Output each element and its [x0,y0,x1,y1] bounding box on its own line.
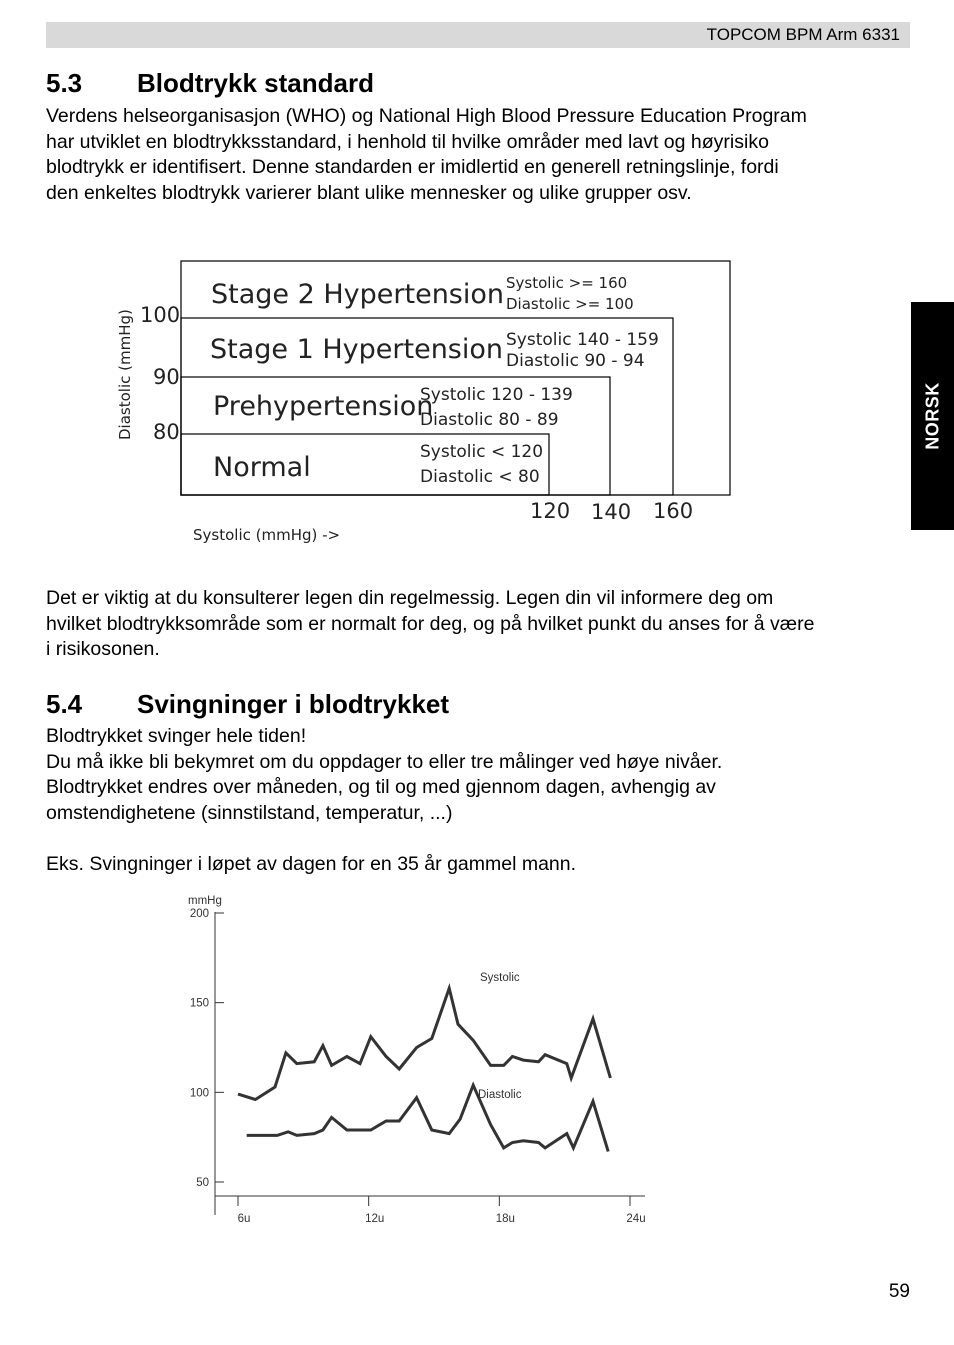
y-tick-90: 90 [153,365,180,389]
prehypertension-box [181,377,610,495]
y-tick-100: 100 [140,303,181,327]
x-tick-label: 18u [495,1213,515,1225]
intro-line: blodtrykk er identifisert. Denne standarden er imidlertid en generell retningslinje, fordi [46,156,779,178]
prehypertension-label: Prehypertension [213,391,434,422]
stage1-systolic: Systolic 140 - 159 [506,330,659,350]
section-title: Svingninger i blodtrykket [137,689,450,719]
section-5-3-after [46,586,916,663]
intro-line: har utviklet en blodtrykksstandard, i henhold til hvilke områder med lavt og høyrisiko [46,130,769,153]
after-line: i risikosonen. [46,638,160,660]
normal-systolic: Systolic < 120 [420,442,544,462]
stage1-box [181,318,673,495]
x-tick-label: 12u [365,1213,385,1225]
after-line: hvilket blodtrykksområde som er normalt for deg, og på hvilket punkt du anses for å være [46,612,815,635]
x-tick-label: 6u [237,1213,251,1225]
systolic-annotation: Systolic [480,972,520,984]
y-tick-label: 50 [196,1177,209,1189]
section-5-4-example [46,852,916,878]
y-axis-label: Diastolic (mmHg) [116,309,134,440]
y-axis-unit: mmHg [188,895,222,907]
stage2-diastolic: Diastolic >= 100 [506,295,634,313]
body-line: omstendighetene (sinnstilstand, temperatur, ...) [46,801,453,824]
header-bar [46,22,910,48]
normal-label: Normal [213,452,311,483]
section-title: Blodtrykk standard [137,68,374,98]
prehypertension-systolic: Systolic 120 - 139 [420,385,573,405]
page-number: 59 [888,1281,910,1302]
language-side-tab [911,302,954,530]
stage2-box [181,261,730,495]
body-line: Du må ikke bli bekymret om du oppdager to eller tre målinger ved høye nivåer. [46,750,723,773]
stage1-label: Stage 1 Hypertension [210,334,504,365]
prehypertension-diastolic: Diastolic 80 - 89 [420,410,559,430]
x-tick-160: 160 [653,499,694,523]
body-line: Blodtrykket svinger hele tiden! [46,725,307,747]
x-tick-label: 24u [626,1213,646,1225]
y-tick-80: 80 [153,420,180,444]
y-tick-label: 100 [189,1087,209,1100]
stage2-systolic: Systolic >= 160 [506,274,628,292]
normal-box [181,434,549,495]
stage1-diastolic: Diastolic 90 - 94 [506,351,645,371]
section-5-4-body [46,724,916,826]
section-5-3-heading [46,68,374,99]
diastolic-series-line [247,1085,609,1151]
example-line: Eks. Svingninger i løpet av dagen for en 35 år gammel mann. [46,853,577,875]
intro-line: Verdens helseorganisasjon (WHO) og National High Blood Pressure Education Program [46,105,807,127]
intro-line: den enkeltes blodtrykk varierer blant ulike mennesker og ulike grupper osv. [46,181,692,204]
section-5-4-heading [46,689,449,720]
section-number: 5.4 [46,689,83,719]
header-title: TOPCOM BPM Arm 6331 [706,25,900,44]
y-tick-label: 150 [189,997,209,1010]
x-axis-label: Systolic (mmHg) -> [193,526,341,544]
after-line: Det er viktig at du konsulterer legen din regelmessig. Legen din vil informere deg om [46,587,774,609]
section-5-3-intro [46,104,916,206]
side-tab-label: NORSK [922,382,942,450]
section-number: 5.3 [46,68,83,98]
x-tick-140: 140 [591,500,632,524]
normal-diastolic: Diastolic < 80 [420,467,540,487]
y-tick-label: 200 [189,908,209,920]
systolic-series-line [238,988,610,1099]
body-line: Blodtrykket endres over måneden, og til og med gjennom dagen, avhengig av [46,776,716,798]
diastolic-annotation: Diastolic [478,1089,522,1101]
stage2-label: Stage 2 Hypertension [211,279,505,310]
x-tick-120: 120 [530,499,571,523]
